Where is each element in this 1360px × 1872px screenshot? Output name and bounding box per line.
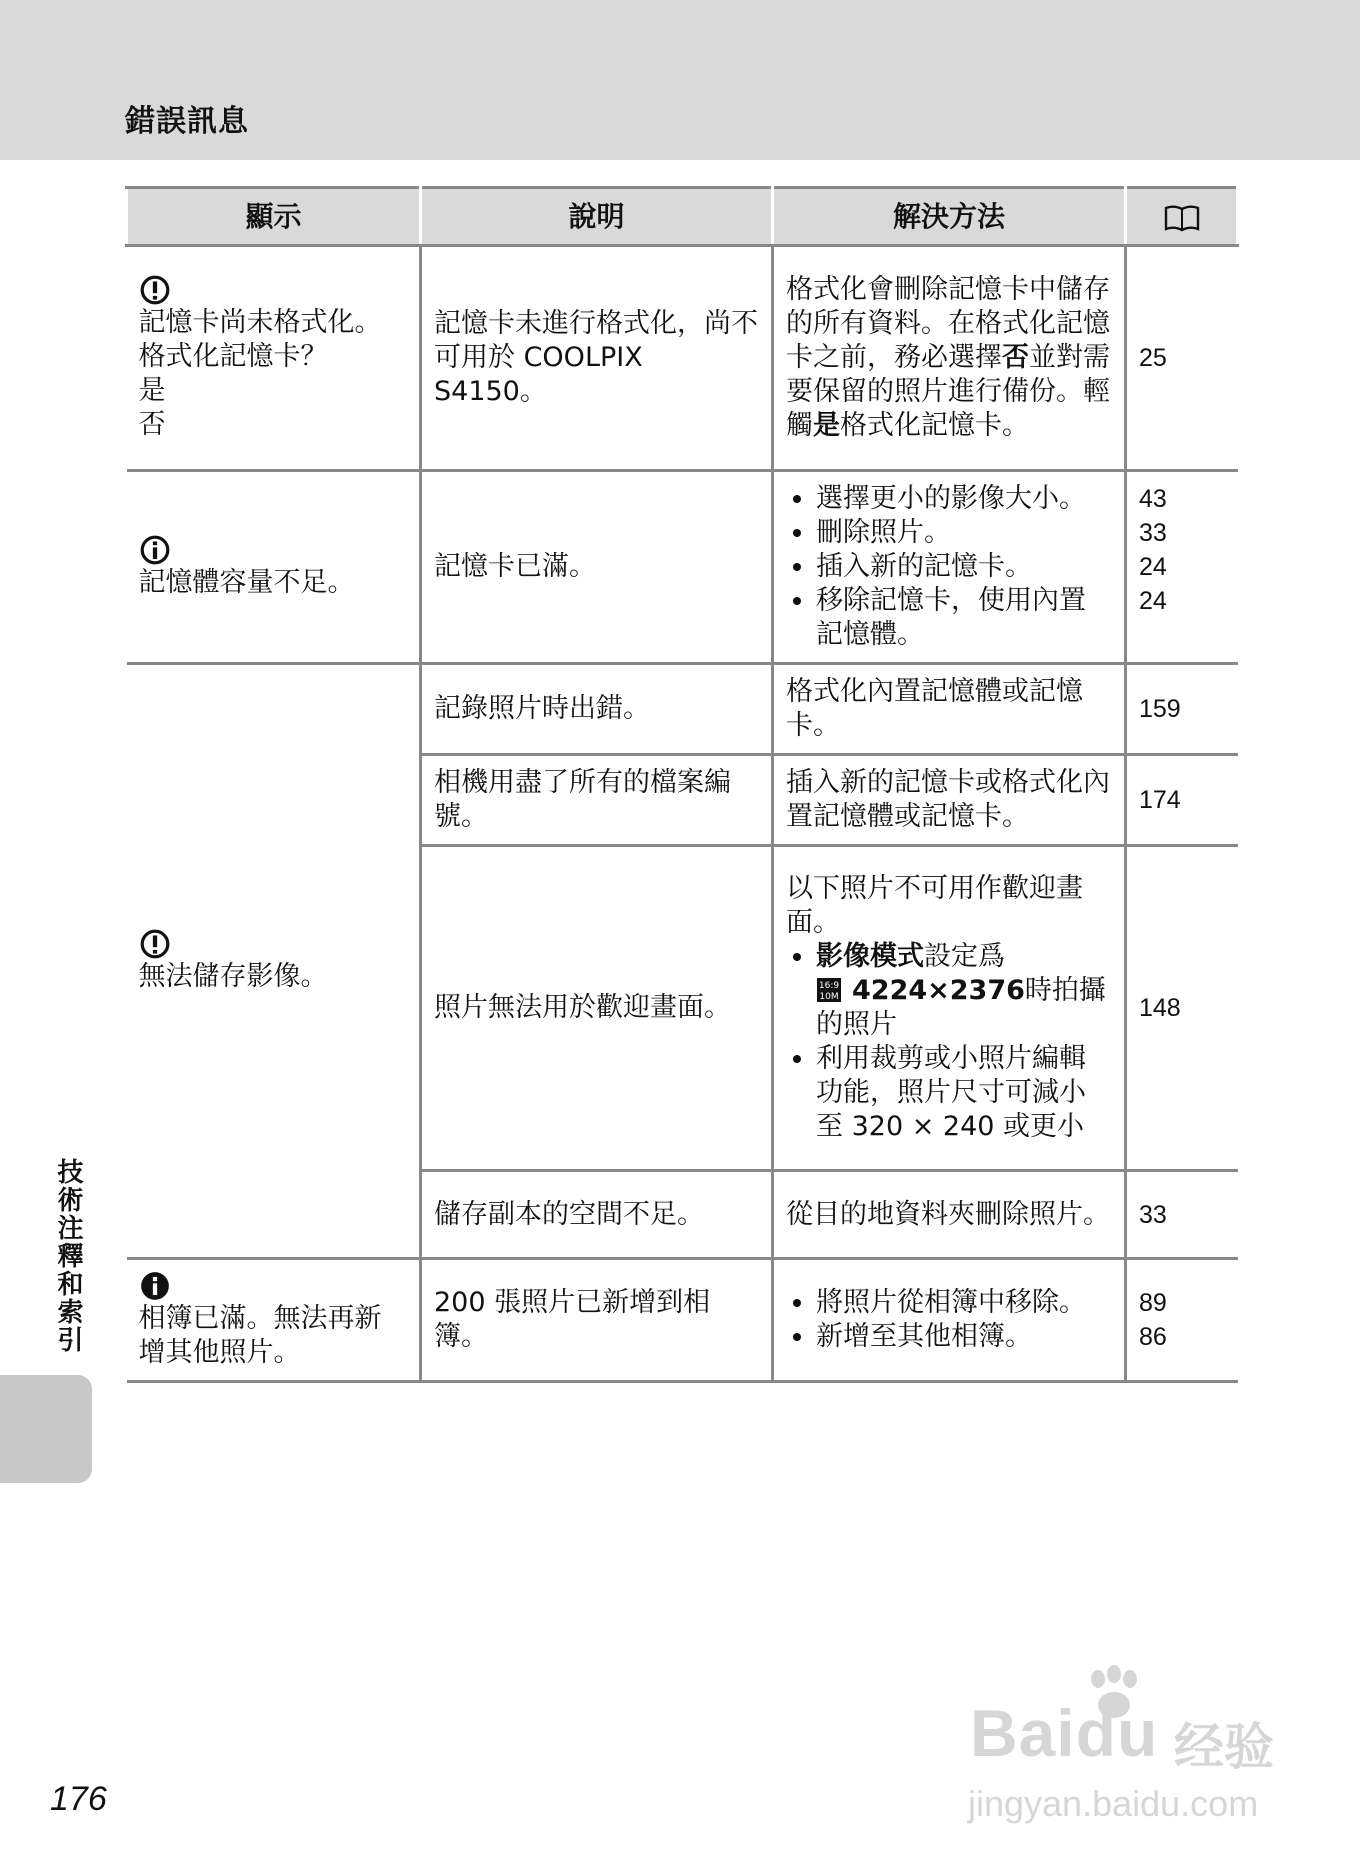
row4-description: 200 張照片已新增到相簿。 xyxy=(421,1259,773,1382)
list-item: • 刪除照片。 xyxy=(816,516,1112,550)
header-solution: 解決方法 xyxy=(773,188,1126,246)
table-row xyxy=(127,664,1238,755)
svg-text:10M: 10M xyxy=(819,992,839,1002)
row4-refs: 89 86 xyxy=(1126,1259,1238,1382)
row3c-solution: 以下照片不可用作歡迎畫面。 • 影像模式設定爲 16:9 10M 4224×2376時拍攝的照片 • 利用裁剪或小照片編輯功能，照片尺寸可減小至 320 × 240 或更小 xyxy=(773,846,1126,1171)
header-description: 說明 xyxy=(421,188,773,246)
row2-display xyxy=(127,471,421,664)
row2-solution xyxy=(773,471,1126,664)
warning-icon xyxy=(139,928,171,960)
info-icon xyxy=(139,534,171,566)
list-item: • 移除記憶卡，使用內置記憶體。 xyxy=(816,584,1112,652)
baidu-watermark xyxy=(960,1665,1290,1835)
row3b-solution: 插入新的記憶卡或格式化內置記憶體或記憶卡。 xyxy=(773,755,1126,846)
display-line: 否 xyxy=(138,409,166,440)
display-line: 記憶卡尚未格式化。 xyxy=(138,307,382,338)
row4-solution xyxy=(773,1259,1126,1382)
row3a-solution: 格式化內置記憶體或記憶卡。 xyxy=(773,664,1126,755)
list-item: • 新增至其他相簿。 xyxy=(816,1320,1112,1354)
row3c-description: 照片無法用於歡迎畫面。 xyxy=(421,846,773,1171)
display-text: 相簿已滿。無法再新增其他照片。 xyxy=(138,1303,382,1368)
list-item: • 影像模式設定爲 16:9 10M 4224×2376時拍攝的照片 xyxy=(816,940,1112,1042)
row4-display xyxy=(127,1259,421,1382)
svg-text:16:9: 16:9 xyxy=(818,981,840,991)
info-filled-icon xyxy=(139,1270,171,1302)
row3a-ref: 159 xyxy=(1126,664,1238,755)
row1-display xyxy=(127,246,421,471)
row3c-ref: 148 xyxy=(1126,846,1238,1171)
table-row xyxy=(127,1259,1238,1382)
section-side-label: 技術注釋和索引 xyxy=(53,1158,83,1354)
page-title: 錯誤訊息 xyxy=(125,104,249,139)
display-text: 無法儲存影像。 xyxy=(138,961,328,992)
row3b-description: 相機用盡了所有的檔案編號。 xyxy=(421,755,773,846)
display-text: 記憶體容量不足。 xyxy=(138,567,355,598)
watermark-cn: 经验 xyxy=(1174,1718,1274,1776)
watermark-url: jingyan.baidu.com xyxy=(968,1783,1259,1824)
image-mode-16-9-icon xyxy=(816,977,842,1003)
header-reference xyxy=(1126,188,1238,246)
header-display: 顯示 xyxy=(127,188,421,246)
table-row xyxy=(127,471,1238,664)
book-icon xyxy=(1163,204,1201,232)
row3d-ref: 33 xyxy=(1126,1171,1238,1259)
table-row xyxy=(127,246,1238,471)
row3d-description: 儲存副本的空間不足。 xyxy=(421,1171,773,1259)
row2-description: 記憶卡已滿。 xyxy=(421,471,773,664)
table-header-row xyxy=(127,188,1238,246)
list-item: • 插入新的記憶卡。 xyxy=(816,550,1112,584)
row1-ref: 25 xyxy=(1126,246,1238,471)
row2-refs: 43 33 24 24 xyxy=(1126,471,1238,664)
row3d-solution: 從目的地資料夾刪除照片。 xyxy=(773,1171,1126,1259)
list-item: • 利用裁剪或小照片編輯功能，照片尺寸可減小至 320 × 240 或更小 xyxy=(816,1042,1112,1144)
row3b-ref: 174 xyxy=(1126,755,1238,846)
list-item: • 選擇更小的影像大小。 xyxy=(816,482,1112,516)
watermark-brand: Baidu xyxy=(970,1696,1159,1770)
warning-icon xyxy=(139,274,171,306)
display-line: 是 xyxy=(138,375,166,406)
list-item: • 將照片從相簿中移除。 xyxy=(816,1286,1112,1320)
page-number: 176 xyxy=(50,1780,107,1818)
row1-description: 記憶卡未進行格式化，尚不可用於 COOLPIX S4150。 xyxy=(421,246,773,471)
row3a-description: 記錄照片時出錯。 xyxy=(421,664,773,755)
row1-solution: 格式化會刪除記憶卡中儲存的所有資料。在格式化記憶卡之前，務必選擇否並對需要保留的照片進行備份。輕觸是格式化記憶卡。 xyxy=(773,246,1126,471)
error-message-table xyxy=(125,186,1239,1383)
display-line: 格式化記憶卡？ xyxy=(138,341,328,372)
section-tab xyxy=(0,1375,92,1483)
row3-display xyxy=(127,664,421,1259)
